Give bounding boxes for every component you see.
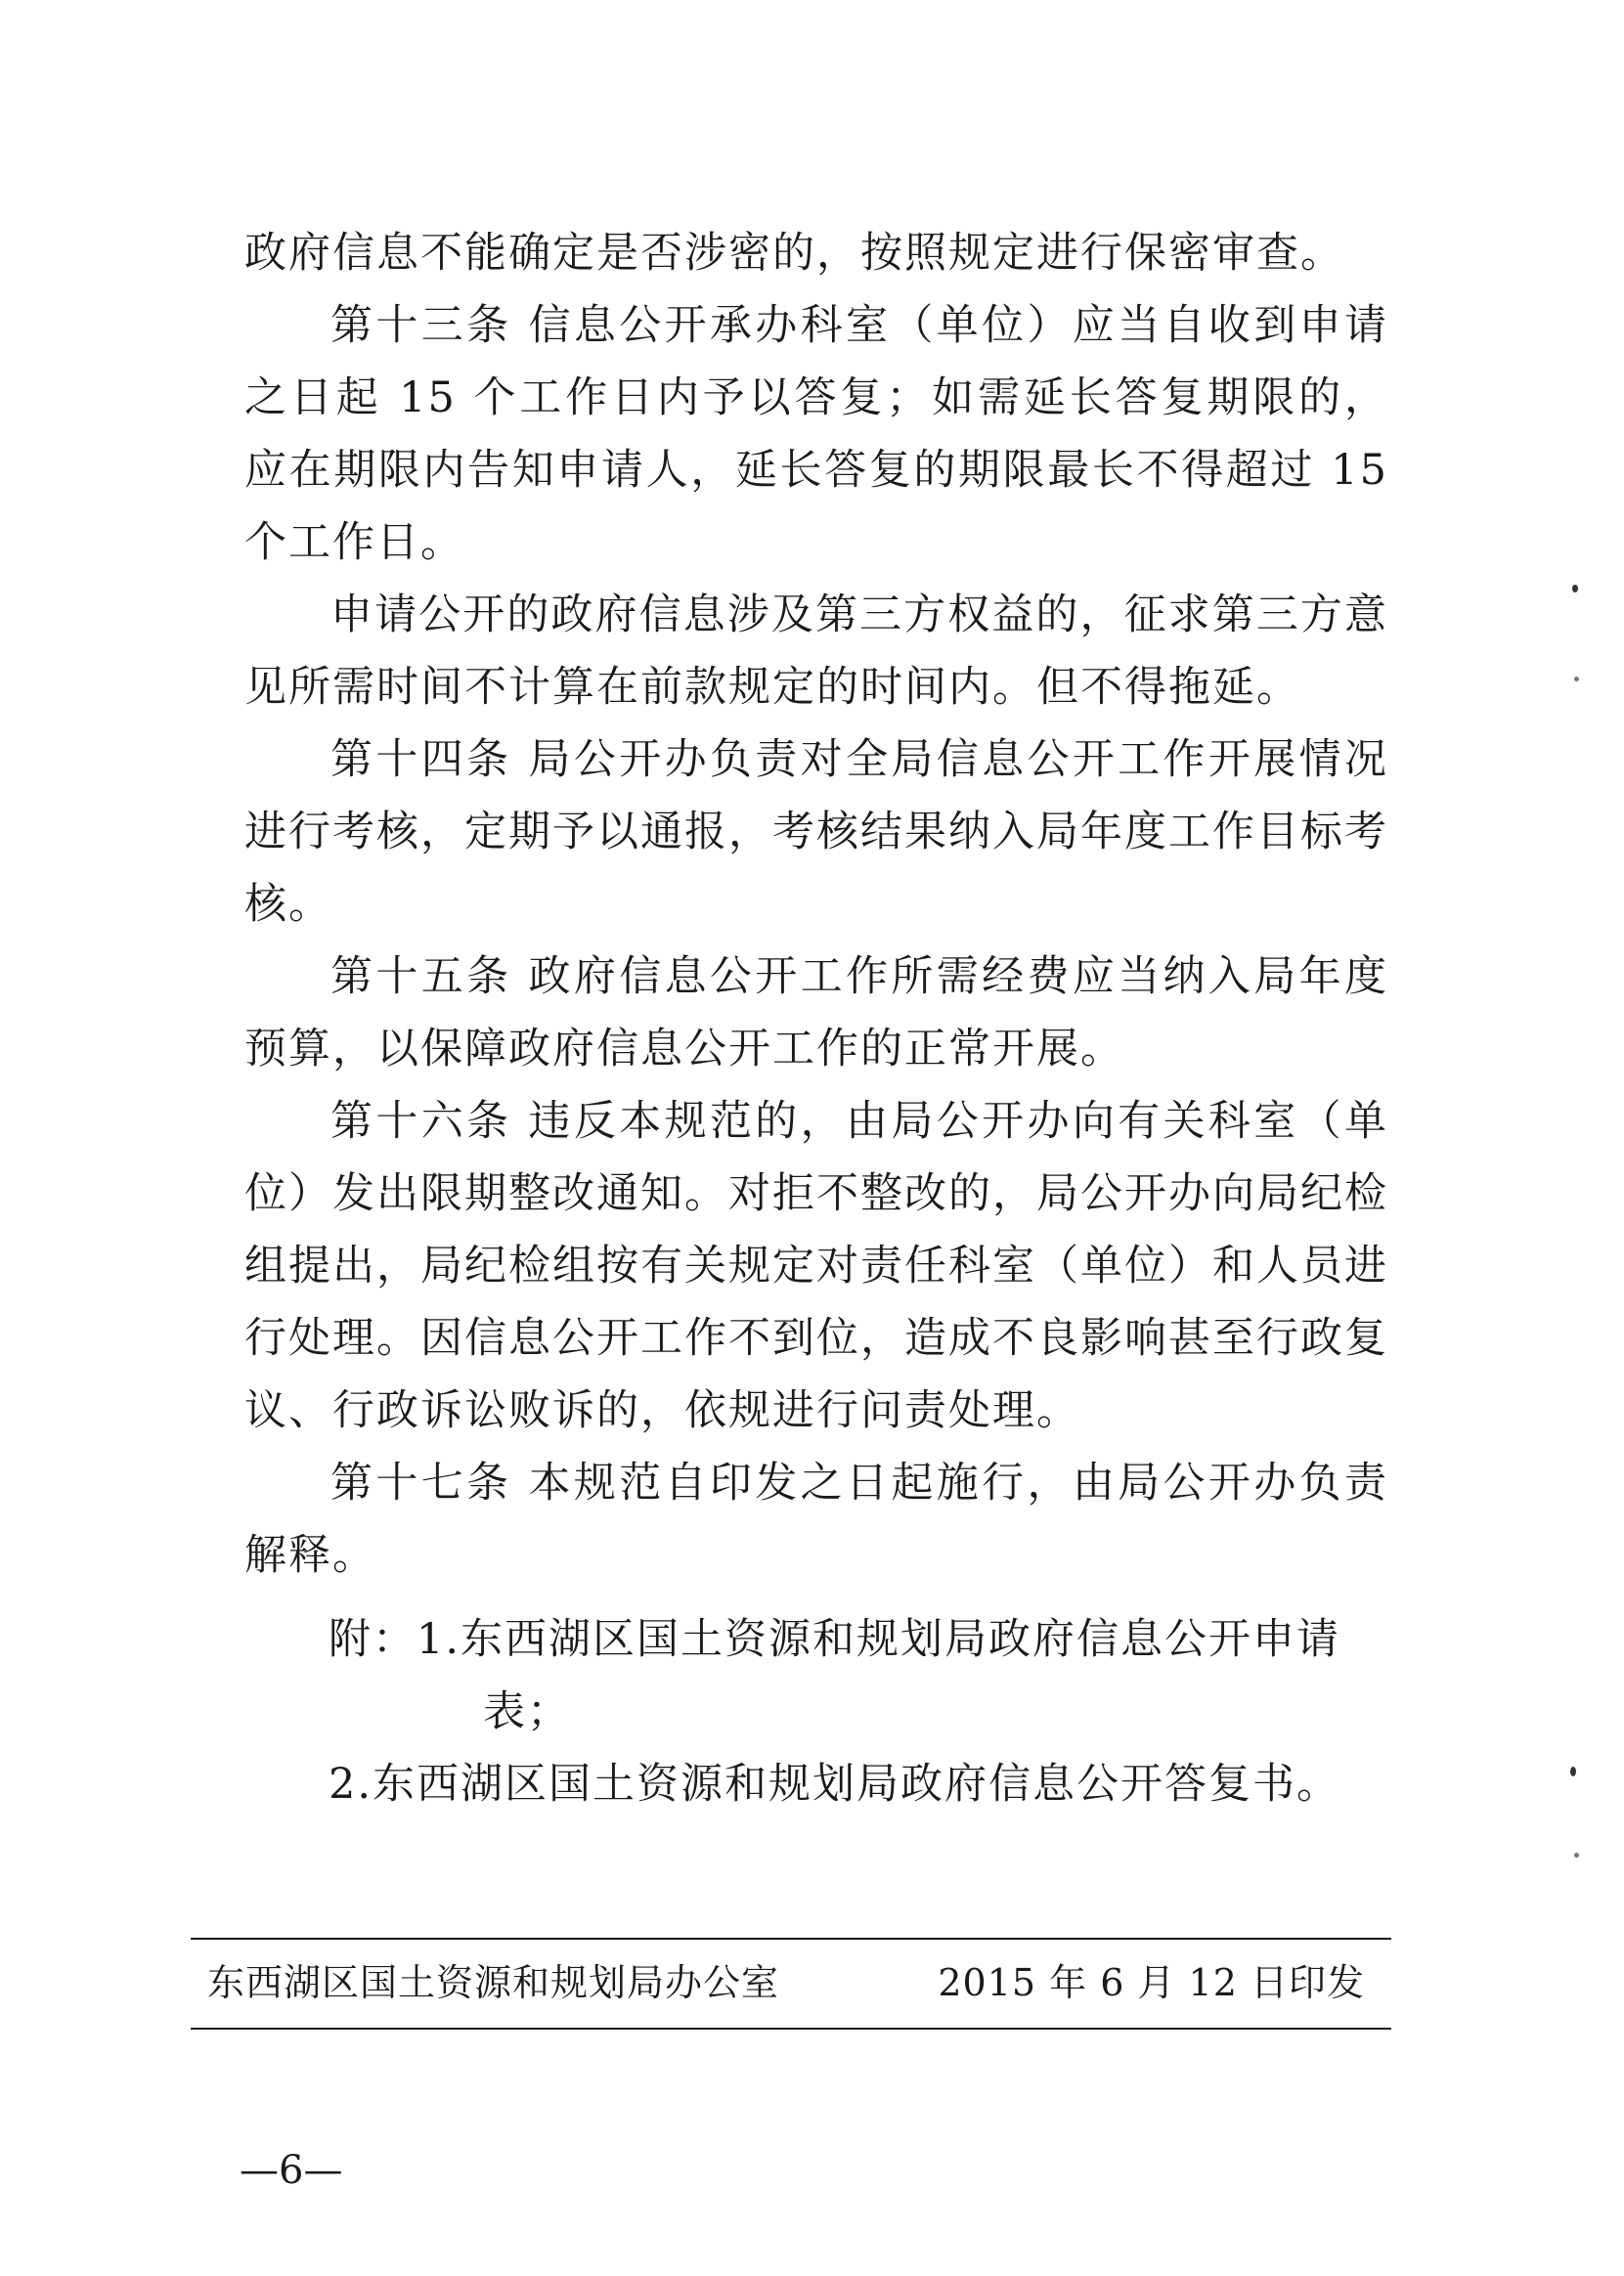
attachment-item-2: 2.东西湖区国土资源和规划局政府信息公开答复书。 [329, 1760, 1341, 1809]
paragraph-article-16: 第十六条 违反本规范的，由局公开办向有关科室（单位）发出限期整改通知。对拒不整改的，局公开办向局纪检组提出，局纪检组按有关规定对责任科室（单位）和人员进行处理。因信息公开工作不到位，造成不良影响甚至行政复议、行政诉讼败诉的，依规进行问责处理。 [244, 1097, 1388, 1435]
paragraph-article-14: 第十四条 局公开办负责对全局信息公开工作开展情况进行考核，定期予以通报，考核结果纳入局年度工作目标考核。 [244, 735, 1388, 929]
scan-speck [1570, 1767, 1576, 1776]
paragraph: 政府信息不能确定是否涉密的，按照规定进行保密审查。 [244, 229, 1344, 278]
scan-speck [1574, 677, 1579, 681]
paragraph-third-party: 申请公开的政府信息涉及第三方权益的，征求第三方意见所需时间不计算在前款规定的时间内。但不得拖延。 [244, 591, 1388, 712]
footer-date: 2015 年 6 月 12 日印发 [938, 1961, 1365, 2004]
footer-bottom-rule [191, 2028, 1391, 2030]
paragraph-article-15: 第十五条 政府信息公开工作所需经费应当纳入局年度预算，以保障政府信息公开工作的正常开展。 [244, 952, 1388, 1073]
scan-speck [1572, 585, 1578, 592]
attachment-1-text: 1.东西湖区国土资源和规划局政府信息公开申请 [417, 1615, 1341, 1664]
page-number: —6— [240, 2148, 343, 2193]
attachments-section [329, 1603, 1388, 1820]
scan-speck [1574, 1853, 1579, 1858]
attachment-1-continuation: 表； [483, 1687, 571, 1736]
footer-issuer: 东西湖区国土资源和规划局办公室 [207, 1961, 780, 2004]
paragraph-article-17: 第十七条 本规范自印发之日起施行，由局公开办负责解释。 [244, 1459, 1388, 1580]
document-body [244, 217, 1388, 1592]
attachments-prefix: 附： [329, 1615, 417, 1664]
paragraph-article-13: 第十三条 信息公开承办科室（单位）应当自收到申请之日起 15 个工作日内予以答复；如需延长答复期限的，应在期限内告知申请人，延长答复的期限最长不得超过 15 个工作日。 [244, 301, 1388, 567]
attachment-item-1 [329, 1603, 1388, 1676]
footer-top-rule [191, 1938, 1391, 1940]
